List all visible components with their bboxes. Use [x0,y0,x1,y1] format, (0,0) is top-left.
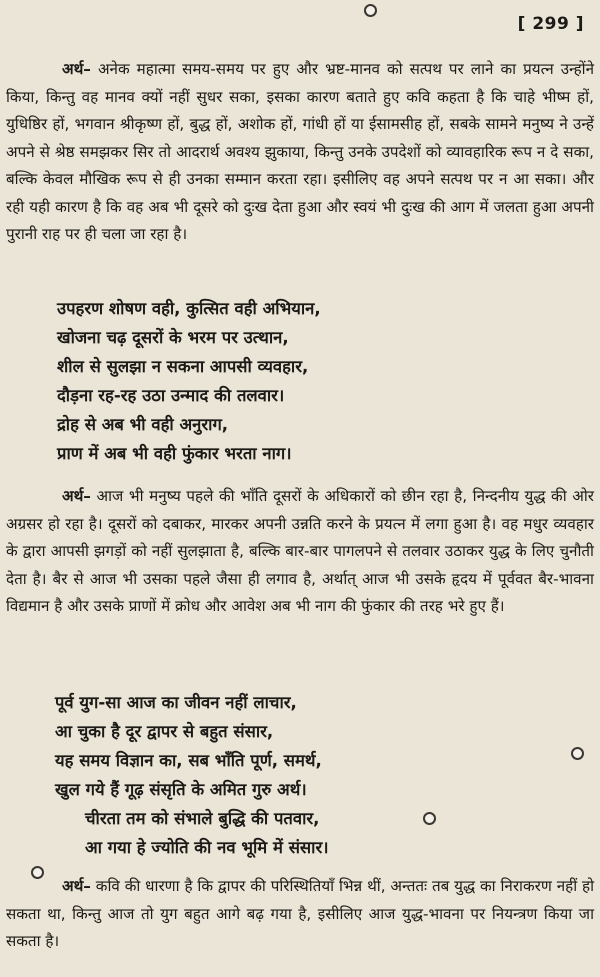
meaning-label: अर्थ– [62,487,91,505]
verse-line: यह समय विज्ञान का, सब भाँति पूर्ण, समर्थ, [55,751,322,770]
binding-hole-right [571,747,584,760]
verse-stanza-3 [85,804,329,862]
verse-line: द्रोह से अब भी वही अनुराग, [57,415,229,434]
binding-hole-top [364,4,377,17]
meaning-paragraph-1 [6,56,594,249]
verse-line: दौड़ना रह-रह उठा उन्माद की तलवार। [57,386,285,405]
meaning-paragraph-2 [6,483,594,621]
meaning-paragraph-3 [6,873,594,956]
verse-line: प्राण में अब भी वही फुंकार भरता नाग। [57,444,292,463]
verse-line: उपहरण शोषण वही, कुत्सित वही अभियान, [57,299,321,318]
meaning-label: अर्थ– [62,877,91,895]
verse-line: शील से सुलझा न सकना आपसी व्यवहार, [57,357,309,376]
verse-line: पूर्व युग-सा आज का जीवन नहीं लाचार, [55,693,297,712]
page-number: [ 299 ] [517,14,584,34]
binding-hole-middle [423,812,436,825]
meaning-text: कवि की धारणा है कि द्वापर की परिस्थितियाँ भिन्न थीं, अन्ततः तब युद्ध का निराकरण नहीं हो सकता था, किन्तु आज तो युग बहुत आगे बढ़ गया है, इसीलिए आज युद्ध-भावना पर नियन्त्रण किया जा सकता है। [6,877,595,950]
verse-line: चीरता तम को संभाले बुद्धि की पतवार, [85,809,320,828]
verse-line: खोजना चढ़ दूसरों के भरम पर उत्थान, [57,328,289,347]
meaning-text: अनेक महात्मा समय-समय पर हुए और भ्रष्ट-मानव को सत्पथ पर लाने का प्रयत्न उन्होंने किया, किन्तु वह मानव क्यों नहीं सुधर सका, इसका कारण बताते हुए कवि कहता है कि चाहे भीष्म हों, युधिष्ठिर हों, भगवान श्रीकृष्ण हों, बुद्ध हों, अशोक हों, गांधी हों या ईसामसीह हों, सबके सामने मनुष्य ने उन्हें अपने से श्रेष्ठ समझकर सिर तो आदरार्थ अवश्य झुकाया, किन्तु उनके उपदेशों को व्यावहारिक रूप न दे सका, बल्कि केवल मौखिक रूप से ही उनका सम्मान करता रहा। इसीलिए वह अपने सत्पथ पर न आ सका। और रही यही कारण है कि वह अब भी दूसरे को दुःख देता हुआ और स्वयं भी दुःख की आग में जलता हुआ अपनी पुरानी राह पर ही चला जा रहा है। [6,60,594,243]
meaning-text: आज भी मनुष्य पहले की भाँति दूसरों के अधिकारों को छीन रहा है, निन्दनीय युद्ध की ओर अग्रसर हो रहा है। दूसरों को दबाकर, मारकर अपनी उन्नति करने के प्रयत्न में लगा हुआ है। वह मधुर व्यवहार के द्वारा आपसी झगड़ों को नहीं सुलझाता है, बल्कि बार-बार पागलपने से तलवार उठाकर युद्ध के लिए चुनौती देता है। बैर से आज भी उसका पहले जैसा ही लगाव है, अर्थात् आज भी उसके हृदय में पूर्ववत बैर-भावना विद्यमान है और उसके प्राणों में क्रोध और आवेश अब भी नाग की फुंकार की तरह भरे हुए हैं। [6,487,595,615]
verse-stanza-2 [55,688,322,804]
verse-line: आ गया हे ज्योति की नव भूमि में संसार। [85,838,329,857]
meaning-label: अर्थ– [62,60,91,78]
verse-stanza-1 [57,294,321,468]
verse-line: आ चुका है दूर द्वापर से बहुत संसार, [55,722,274,741]
verse-line: खुल गये हैं गूढ़ संसृति के अमित गुरु अर्थ। [55,780,307,799]
